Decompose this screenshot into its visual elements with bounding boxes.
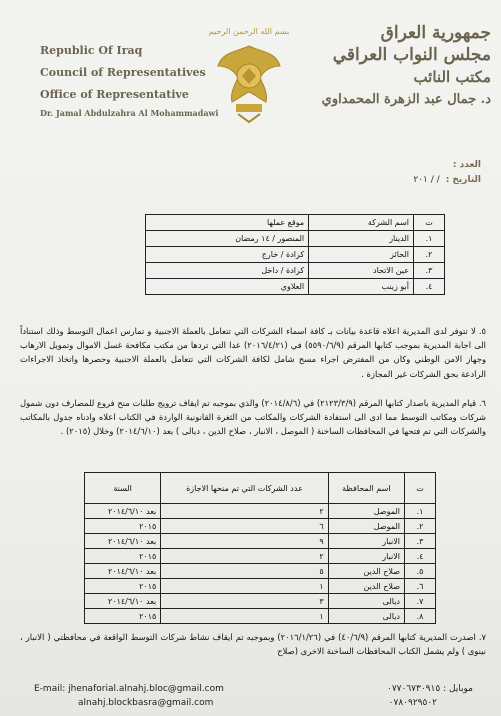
- table-row: [146, 247, 445, 263]
- cell-count: ٢: [161, 549, 328, 564]
- licensed-companies-table: [84, 472, 436, 624]
- paragraph-5: ٥. لا تتوفر لدى المديرية اعلاه قاعدة بيانات بـ كافة اسماء الشركات التي تتعامل بالعملة الاجنبية و تمارس اعمال التوسط وذلك استناداً الى اجابة المديرية بموجب كتابها المرقم (٥٥٩٠/٦/٩) في (٢٠١٦/٤/٢١) عدا التي تردها من مكتب مكافحة غسل الاموال وتمويل الارهاب وجهاز الامن الوطني وكان من المفترض اجراء مسح شامل لكافة الشركات التي تتعامل بالعملة الاجنبية وحصرها واتخاذ الاجراءات الرادعة بحق الشركات غير المجازة .: [20, 326, 487, 379]
- cell-year: ٢٠١٥: [85, 579, 161, 594]
- table-header-row: [146, 215, 445, 231]
- cell-seq: ٦.: [405, 579, 436, 594]
- cell-year: بعد ٢٠١٤/٦/١٠: [85, 504, 161, 519]
- table-row: [85, 534, 436, 549]
- cell-seq: ٢.: [405, 519, 436, 534]
- cell-seq: ٣.: [414, 263, 445, 279]
- table-row: [85, 549, 436, 564]
- col-header-company: اسم الشركة: [309, 215, 414, 231]
- col-header-seq: ت: [414, 215, 445, 231]
- cell-governorate: الانبار: [328, 534, 404, 549]
- table-header-row: [85, 473, 436, 504]
- cell-count: ١: [161, 609, 328, 624]
- cell-seq: ٧.: [405, 594, 436, 609]
- cell-count: ١: [161, 579, 328, 594]
- mobile-label: موبايل :: [443, 684, 473, 694]
- email-primary: E-mail: jhenaforial.alnahj.bloc@gmail.com: [34, 684, 224, 694]
- header-en-office: Office of Representative: [40, 88, 189, 101]
- companies-table: [145, 214, 445, 295]
- table-row: [85, 609, 436, 624]
- cell-company: عين الاتحاد: [309, 263, 414, 279]
- table-row: [85, 579, 436, 594]
- reference-block: [413, 158, 481, 188]
- cell-company: الحائز: [309, 247, 414, 263]
- cell-company: الدينار: [309, 231, 414, 247]
- cell-year: ٢٠١٥: [85, 549, 161, 564]
- col-header-location: موقع عملها: [146, 215, 309, 231]
- cell-governorate: صلاح الدين: [328, 564, 404, 579]
- header-en-council: Council of Representatives: [40, 66, 206, 79]
- cell-seq: ١.: [405, 504, 436, 519]
- table-row: [85, 564, 436, 579]
- arabic-letterhead: [311, 22, 491, 112]
- cell-governorate: صلاح الدين: [328, 579, 404, 594]
- cell-governorate: ديالى: [328, 609, 404, 624]
- cell-year: ٢٠١٥: [85, 609, 161, 624]
- cell-count: ٦: [161, 519, 328, 534]
- col-header-count: عدد الشركات التي تم منحها الاجازة: [161, 473, 328, 504]
- cell-governorate: الانبار: [328, 549, 404, 564]
- iraq-emblem-seal: [208, 22, 290, 132]
- header-en-country: Republic Of Iraq: [40, 44, 143, 57]
- mobile-number-2: ٠٧٨٠٩٢٩٥٠٢: [388, 698, 437, 708]
- cell-year: بعد ٢٠١٤/٦/١٠: [85, 594, 161, 609]
- mobile-number-1: ٠٧٧٠٦٧٣٠٩١٥: [387, 684, 441, 694]
- cell-governorate: الموصل: [328, 519, 404, 534]
- footer-phones: [387, 682, 473, 710]
- cell-seq: ٤.: [405, 549, 436, 564]
- col-header-seq: ت: [405, 473, 436, 504]
- cell-company: أبو زينب: [309, 279, 414, 295]
- letter-footer: [0, 680, 501, 716]
- cell-location: كرادة / داخل: [146, 263, 309, 279]
- number-label: العدد :: [452, 160, 481, 170]
- cell-seq: ٥.: [405, 564, 436, 579]
- paragraph-7: ٧. اصدرت المديرية كتابها المرقم (٤٠/٦/٩) في (٢٠١٦/١/٢٦) وبموجبه تم ايقاف نشاط شركات التوسط الواقعة في محافظتي ( الانبار ، نينوى ) ولم يشمل الكتاب المحافظات الساخنة الاخرى (صلاح: [20, 632, 487, 657]
- footer-emails: [34, 682, 224, 710]
- cell-seq: ٣.: [405, 534, 436, 549]
- cell-seq: ٤.: [414, 279, 445, 295]
- table-row: [146, 231, 445, 247]
- table-row: [85, 594, 436, 609]
- table-row: [146, 279, 445, 295]
- cell-count: ٣: [161, 594, 328, 609]
- header-ar-council: مجلس النواب العراقي: [332, 45, 491, 65]
- date-value: / / ٢٠١: [413, 175, 440, 185]
- cell-governorate: ديالى: [328, 594, 404, 609]
- header-ar-name: د. جمال عبد الزهرة المحمداوي: [321, 92, 491, 107]
- table-row: [85, 519, 436, 534]
- header-ar-country: جمهورية العراق: [380, 23, 491, 43]
- header-en-name: Dr. Jamal Abdulzahra Al Mohammadawi: [40, 108, 219, 118]
- cell-location: كرادة / خارج: [146, 247, 309, 263]
- cell-count: ٩: [161, 534, 328, 549]
- table-row: [146, 263, 445, 279]
- cell-year: بعد ٢٠١٤/٦/١٠: [85, 534, 161, 549]
- cell-location: العلاوي: [146, 279, 309, 295]
- header-ar-office: مكتب النائب: [413, 68, 491, 86]
- table-row: [85, 504, 436, 519]
- cell-location: المنصور / ١٤ رمضان: [146, 231, 309, 247]
- cell-seq: ١.: [414, 231, 445, 247]
- cell-count: ٥: [161, 564, 328, 579]
- cell-year: ٢٠١٥: [85, 519, 161, 534]
- col-header-year: السنة: [85, 473, 161, 504]
- basmala-text: بسم الله الرحمن الرحيم: [208, 27, 290, 36]
- date-label: التاريخ :: [445, 175, 481, 185]
- cell-seq: ٢.: [414, 247, 445, 263]
- cell-year: بعد ٢٠١٤/٦/١٠: [85, 564, 161, 579]
- cell-count: ٢: [161, 504, 328, 519]
- cell-governorate: الموصل: [328, 504, 404, 519]
- col-header-governorate: اسم المحافظة: [328, 473, 404, 504]
- cell-seq: ٨.: [405, 609, 436, 624]
- email-secondary: alnahj.blockbasra@gmail.com: [78, 698, 214, 708]
- paragraph-6: ٦. قيام المديرية باصدار كتابها المرقم (٢١٢٣/٣/٩) في (٢٠١٤/٨/٦) والذي بموجبه تم ايقاف ترويج طلبات منح فروع للمصارف دون شمول شركات ومكاتب التوسط مما ادى الى استفادة الشركات والمكاتب من الثغرة القانونية الواردة في الكتاب اعلاه وادناه جدول بالمكاتب والشركات التي تم فتحها في المحافظات الساخنة ( الموصل ، الانبار ، صلاح الدين ، ديالى ) بعد (٢٠١٤/٦/١٠) وخلال (٢٠١٥) .: [20, 398, 486, 437]
